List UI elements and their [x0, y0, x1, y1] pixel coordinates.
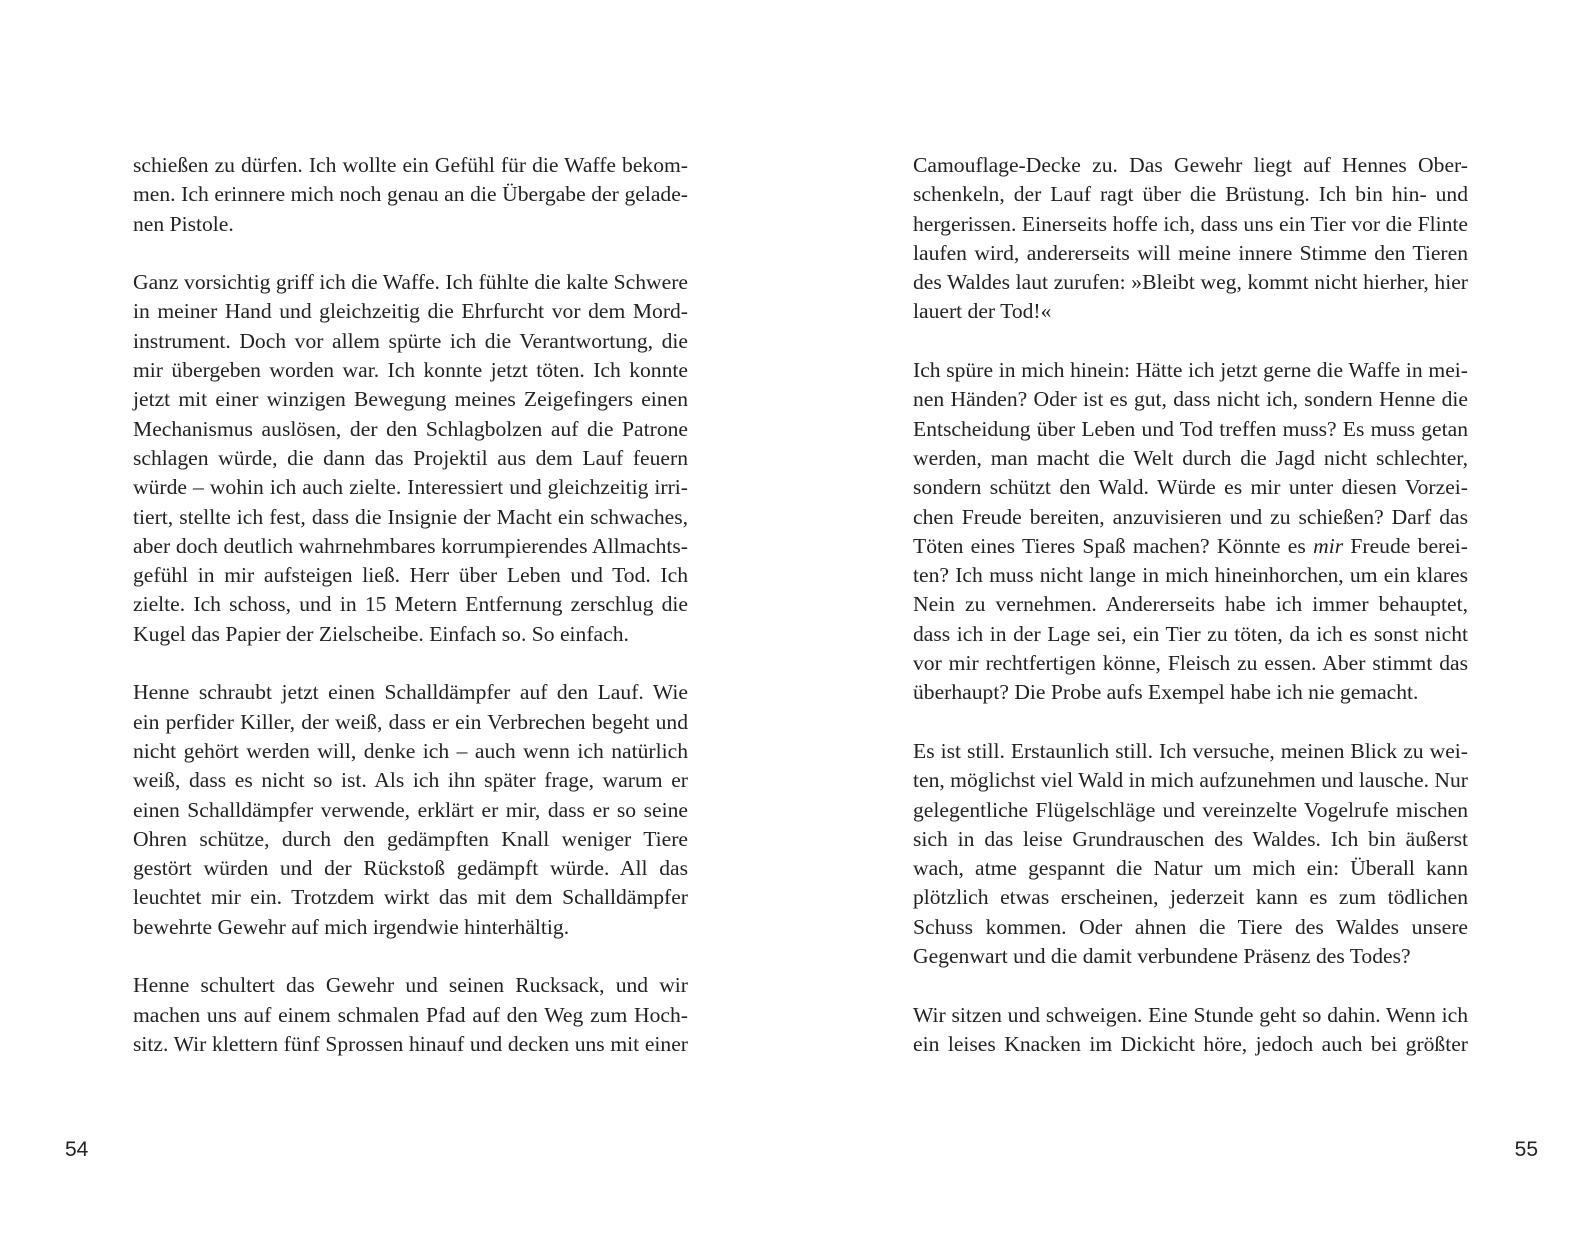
text-line: Nein zu vernehmen. Andererseits habe ich immer behauptet, [913, 592, 1468, 617]
text-line: Henne schraubt jetzt einen Schalldämpfer auf den Lauf. Wie [133, 680, 688, 705]
text-line: mir übergeben worden war. Ich konnte jetzt töten. Ich konnte [133, 358, 688, 383]
text-line: Entscheidung über Leben und Tod treffen muss? Es muss getan [913, 416, 1468, 441]
text-line: Töten eines Tieres Spaß machen? Könnte es mir Freude berei- [913, 533, 1468, 558]
text-line: men. Ich erinnere mich noch genau an die Übergabe der gelade- [133, 182, 688, 207]
text-line: nen Händen? Oder ist es gut, dass nicht ich, sondern Henne die [913, 387, 1468, 412]
text-line: vor mir rechtfertigen könne, Fleisch zu essen. Aber stimmt das [913, 651, 1468, 676]
text-line: Gegenwart und die damit verbundene Präsenz des Todes? [913, 944, 1411, 969]
text-line: ein perfider Killer, der weiß, dass er ein Verbrechen begeht und [133, 709, 688, 734]
text-line: Wir sitzen und schweigen. Eine Stunde geht so dahin. Wenn ich [913, 1002, 1468, 1027]
text-line: Ohren schütze, durch den gedämpften Knall weniger Tiere [133, 826, 688, 851]
paragraph-gap [913, 971, 1468, 1000]
text-line: hergerissen. Einerseits hoffe ich, dass uns ein Tier vor die Flinte [913, 211, 1468, 236]
paragraph-gap [133, 942, 688, 971]
text-line: tiert, stellte ich fest, dass die Insignie der Macht ein schwaches, [133, 504, 688, 529]
text-line: einen Schalldämpfer verwende, erklärt er mir, dass er so seine [133, 797, 688, 822]
text-line: aber doch deutlich wahrnehmbares korrumpierendes Allmachts- [133, 533, 688, 558]
text-line: Ich spüre in mich hinein: Hätte ich jetzt gerne die Waffe in mei- [913, 358, 1468, 383]
left-text-column [133, 151, 688, 1059]
text-line: gestört würden und der Rückstoß gedämpft würde. All das [133, 856, 688, 881]
text-line: sondern schützt den Wald. Würde es mir unter diesen Vorzei- [913, 475, 1468, 500]
text-line: Schuss kommen. Oder ahnen die Tiere des Waldes unsere [913, 914, 1468, 939]
paragraph-gap [133, 649, 688, 678]
text-line: weiß, dass es nicht so ist. Als ich ihn später frage, warum er [133, 768, 688, 793]
text-line: schlagen würde, die dann das Projektil aus dem Lauf feuern [133, 445, 688, 470]
text-line: nen Pistole. [133, 211, 234, 236]
text-line: Es ist still. Erstaunlich still. Ich versuche, meinen Blick zu wei- [913, 738, 1468, 763]
text-line: gelegentliche Flügelschläge und vereinzelte Vogelrufe mischen [913, 797, 1468, 822]
text-line: wach, atme gespannt die Natur um mich ein: Überall kann [913, 856, 1468, 881]
paragraph-gap [913, 327, 1468, 356]
text-line: des Waldes laut zurufen: »Bleibt weg, kommt nicht hierher, hier [913, 270, 1468, 295]
text-line: laufen wird, andererseits will meine innere Stimme den Tieren [913, 240, 1468, 265]
text-line: gefühl in mir aufsteigen ließ. Herr über Leben und Tod. Ich [133, 563, 688, 588]
text-line: in meiner Hand und gleichzeitig die Ehrfurcht vor dem Mord- [133, 299, 688, 324]
text-line: ten, möglichst viel Wald in mich aufzunehmen und lausche. Nur [913, 768, 1468, 793]
text-line: schießen zu dürfen. Ich wollte ein Gefühl für die Waffe bekom- [133, 153, 688, 177]
text-line: schenkeln, der Lauf ragt über die Brüstung. Ich bin hin- und [913, 182, 1468, 207]
text-line: Kugel das Papier der Zielscheibe. Einfach so. So einfach. [133, 621, 629, 646]
right-page [797, 0, 1594, 1240]
text-line: Camouflage-Decke zu. Das Gewehr liegt auf Hennes Ober- [913, 153, 1468, 177]
page-number-right: 55 [1514, 1138, 1538, 1161]
paragraph-gap [913, 708, 1468, 737]
text-line: chen Freude bereiten, anzuvisieren und zu schießen? Darf das [913, 504, 1468, 529]
text-line: leuchtet mir ein. Trotzdem wirkt das mit dem Schalldämpfer [133, 885, 688, 910]
text-line: Ganz vorsichtig griff ich die Waffe. Ich fühlte die kalte Schwere [133, 270, 688, 295]
text-line: sich in das leise Grundrauschen des Waldes. Ich bin äußerst [913, 826, 1468, 851]
text-line: zielte. Ich schoss, und in 15 Metern Entfernung zerschlug die [133, 592, 688, 617]
text-line: sitz. Wir klettern fünf Sprossen hinauf und decken uns mit einer [133, 1031, 688, 1056]
text-line: Henne schultert das Gewehr und seinen Rucksack, und wir [133, 973, 688, 998]
right-text-column [913, 151, 1468, 1059]
text-line: würde – wohin ich auch zielte. Interessiert und gleichzeitig irri- [133, 475, 688, 500]
text-line: plötzlich etwas erscheinen, jederzeit kann es zum tödlichen [913, 885, 1468, 910]
text-line: nicht gehört werden will, denke ich – auch wenn ich natürlich [133, 738, 688, 763]
text-line: machen uns auf einem schmalen Pfad auf den Weg zum Hoch- [133, 1002, 688, 1027]
text-line: überhaupt? Die Probe aufs Exempel habe ich nie gemacht. [913, 680, 1419, 705]
text-line: dass ich in der Lage sei, ein Tier zu töten, da ich es sonst nicht [913, 621, 1468, 646]
page-number-left: 54 [65, 1138, 89, 1161]
text-line: ein leises Knacken im Dickicht höre, jedoch auch bei größter [913, 1031, 1468, 1056]
text-line: Mechanismus auslösen, der den Schlagbolzen auf die Patrone [133, 416, 688, 441]
text-line: lauert der Tod!« [913, 299, 1052, 324]
text-line: instrument. Doch vor allem spürte ich die Verantwortung, die [133, 328, 688, 353]
text-line: ten? Ich muss nicht lange in mich hineinhorchen, um ein klares [913, 563, 1468, 588]
text-line: jetzt mit einer winzigen Bewegung meines Zeigefingers einen [133, 387, 688, 412]
paragraph-gap [133, 239, 688, 268]
text-line: werden, man macht die Welt durch die Jagd nicht schlechter, [913, 445, 1468, 470]
text-line: bewehrte Gewehr auf mich irgendwie hinterhältig. [133, 914, 570, 939]
